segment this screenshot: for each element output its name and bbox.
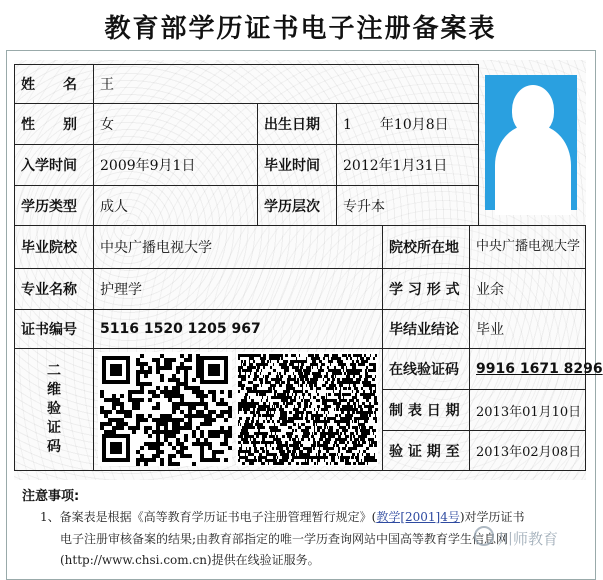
birth-label: 出生日期 bbox=[257, 103, 337, 145]
qr-label-char: 证 bbox=[47, 420, 61, 436]
qr-label-char: 码 bbox=[47, 439, 61, 455]
qr-code-label bbox=[14, 348, 94, 471]
enroll-value: 2009年9月1日 bbox=[93, 144, 258, 186]
school-label: 毕业院校 bbox=[14, 225, 94, 269]
conclusion-label: 毕结业结论 bbox=[382, 309, 470, 349]
location-label: 院校所在地 bbox=[382, 225, 470, 269]
verify-code-label: 在线验证码 bbox=[382, 348, 470, 390]
page-title: 教育部学历证书电子注册备案表 bbox=[104, 14, 497, 44]
cert-number: 5116 1520 1205 967 bbox=[93, 309, 383, 349]
watermark-logo-icon bbox=[474, 526, 494, 546]
major-value: 护理学 bbox=[93, 268, 383, 310]
made-date-label: 制 表 日 期 bbox=[382, 389, 470, 431]
photo-body-silhouette bbox=[495, 125, 571, 215]
qr-code bbox=[98, 352, 232, 466]
student-photo bbox=[485, 75, 577, 210]
location-value: 中央广播电视大学 bbox=[469, 225, 586, 269]
name-value: 王 bbox=[93, 64, 479, 104]
notes-line-2: 电子注册审核备案的结果;由教育部指定的唯一学历查询网站中国高等教育学生信息网 bbox=[60, 532, 509, 546]
birth-value: 1 年10月8日 bbox=[336, 103, 479, 145]
verify-code-value: 9916 1671 8296 bbox=[469, 348, 586, 390]
notes-line-3: (http://www.chsi.com.cn)提供在线验证服务。 bbox=[60, 553, 320, 567]
grad-label: 毕业时间 bbox=[257, 144, 337, 186]
level-value: 专升本 bbox=[336, 185, 479, 226]
grad-value: 2012年1月31日 bbox=[336, 144, 479, 186]
form-value: 业余 bbox=[469, 268, 586, 310]
gender-label: 性 别 bbox=[14, 103, 94, 145]
notes-line-1-tail: )对学历证书 bbox=[459, 510, 525, 524]
valid-until-value: 2013年02月08日 bbox=[469, 430, 586, 471]
school-value: 中央广播电视大学 bbox=[93, 225, 383, 269]
valid-until-label: 验 证 期 至 bbox=[382, 430, 470, 471]
enroll-label: 入学时间 bbox=[14, 144, 94, 186]
conclusion-value: 毕业 bbox=[469, 309, 586, 349]
form-label: 学 习 形 式 bbox=[382, 268, 470, 310]
type-label: 学历类型 bbox=[14, 185, 94, 226]
level-label: 学历层次 bbox=[257, 185, 337, 226]
watermark-text: 川师教育 bbox=[498, 530, 559, 548]
notes-line-1-text: 1、备案表是根据《高等教育学历证书电子注册管理暂行规定》( bbox=[40, 510, 377, 524]
cert-label: 证书编号 bbox=[14, 309, 94, 349]
regulation-link[interactable]: 教学[2001]4号 bbox=[376, 510, 460, 524]
made-date-value: 2013年01月10日 bbox=[469, 389, 586, 431]
major-label: 专业名称 bbox=[14, 268, 94, 310]
type-value: 成人 bbox=[93, 185, 258, 226]
notes-heading: 注意事项: bbox=[22, 489, 80, 504]
pdf417-barcode bbox=[236, 352, 378, 466]
gender-value: 女 bbox=[93, 103, 258, 145]
name-label: 姓 名 bbox=[14, 64, 94, 104]
qr-label-char: 二 bbox=[47, 363, 61, 379]
notes-line-1 bbox=[40, 508, 525, 525]
qr-label-char: 验 bbox=[47, 401, 61, 417]
qr-label-char: 维 bbox=[47, 382, 61, 398]
